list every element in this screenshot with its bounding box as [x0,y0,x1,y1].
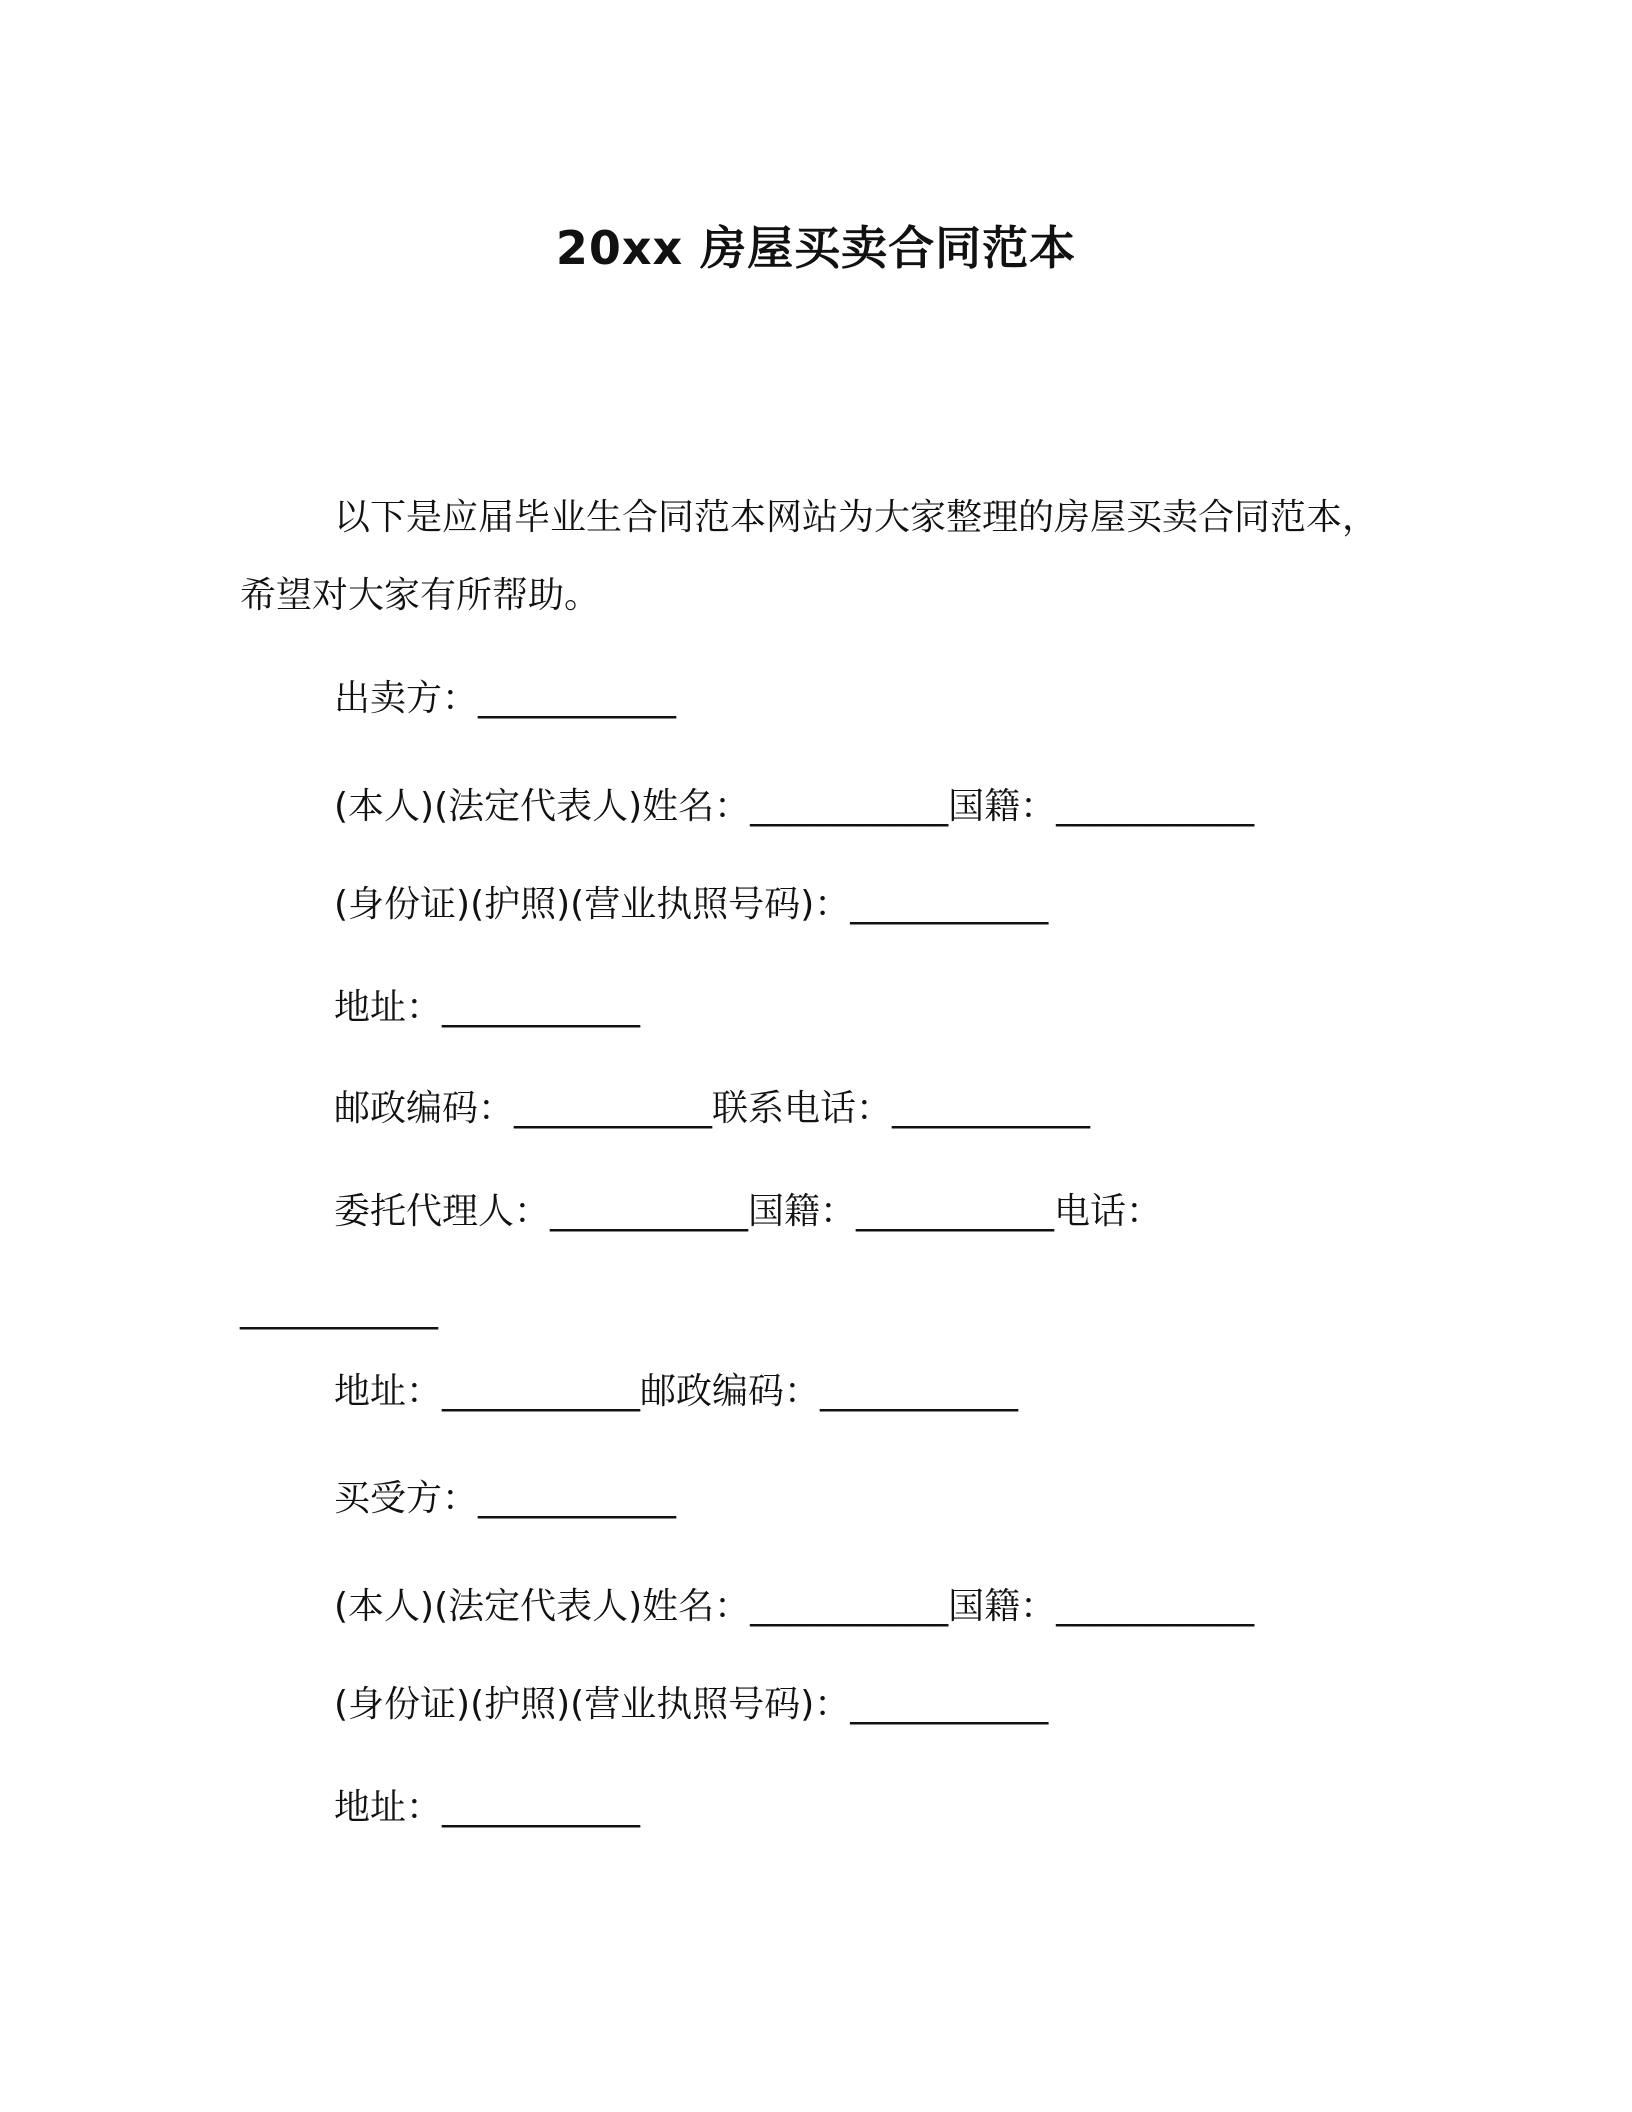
seller-party-line: 出卖方：___________ [334,678,677,719]
buyer-id-numbers-line: (身份证)(护照)(营业执照号码)：___________ [334,1684,1049,1725]
seller-postal-phone-line: 邮政编码：___________联系电话：___________ [334,1088,1091,1129]
buyer-name-nationality-line: (本人)(法定代表人)姓名：___________国籍：___________ [334,1586,1255,1627]
document-title: 20xx 房屋买卖合同范本 [555,221,1077,275]
seller-agent-address-postal-line: 地址：___________邮政编码：___________ [334,1371,1019,1412]
buyer-party-line: 买受方：___________ [334,1478,677,1519]
seller-name-nationality-line: (本人)(法定代表人)姓名：___________国籍：___________ [334,786,1255,827]
seller-agent-line-1: 委托代理人：___________国籍：___________电话： [334,1191,1163,1232]
seller-id-numbers-line: (身份证)(护照)(营业执照号码)：___________ [334,884,1049,925]
seller-agent-line-2: ___________ [240,1289,438,1330]
intro-line-2: 希望对大家有所帮助。 [240,575,601,616]
buyer-address-line: 地址：___________ [334,1787,641,1828]
intro-line-1: 以下是应届毕业生合同范本网站为大家整理的房屋买卖合同范本， [334,497,1379,538]
seller-address-line: 地址：___________ [334,987,641,1028]
